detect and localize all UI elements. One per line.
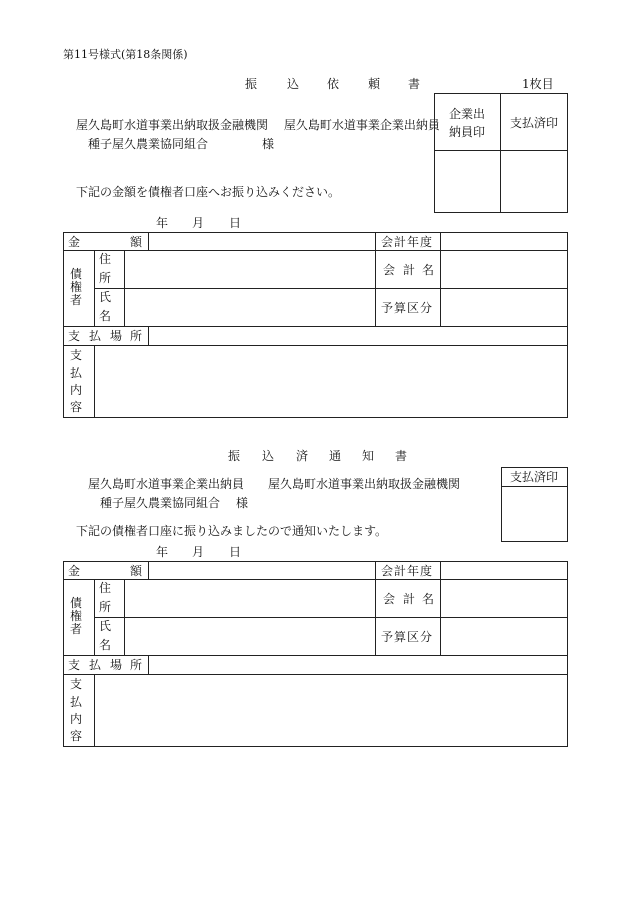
request-date-year: 年 (156, 216, 169, 230)
account-name-label: 名 (422, 592, 435, 606)
payment-content-label: 支 (69, 348, 82, 362)
account-name-label: 名 (422, 263, 435, 277)
request-addressee-line1: 屋久島町水道事業出納取扱金融機関 屋久島町水道事業企業出納員 (76, 118, 440, 132)
payment-place-label: 支 (68, 658, 81, 672)
notice-date-month: 月 (192, 545, 205, 559)
payment-content-label: 内 (69, 383, 82, 397)
request-title-char: 振 (245, 77, 258, 91)
payment-content-label: 容 (69, 400, 82, 414)
amount-label: 金 (68, 235, 81, 249)
notice-title-char: 知 (362, 449, 375, 463)
notice-title-char: 済 (296, 449, 309, 463)
request-title-char: 書 (408, 77, 421, 91)
budget-label: 予算区分 (381, 630, 434, 644)
fiscal-year-label: 会計年度 (381, 564, 434, 578)
payment-place-label: 払 (89, 658, 102, 672)
payment-place-label: 所 (130, 329, 143, 343)
creditor-label: 権 (69, 609, 82, 623)
name-label: 氏 (98, 290, 111, 304)
address-label: 所 (98, 271, 111, 285)
address-label: 住 (98, 252, 111, 266)
name-label: 名 (98, 638, 111, 652)
creditor-label: 者 (69, 622, 82, 636)
notice-title-char: 込 (262, 449, 275, 463)
payment-content-label: 払 (69, 366, 82, 380)
request-date-month: 月 (192, 216, 205, 230)
amount-label: 金 (68, 564, 81, 578)
notice-title-char: 通 (329, 449, 342, 463)
request-honorific: 様 (262, 137, 275, 151)
staff-seal-label: 納員印 (449, 125, 486, 139)
form-number: 第11号様式(第18条関係) (63, 48, 188, 61)
staff-seal-label: 企業出 (449, 107, 486, 121)
notice-addressee-line1: 屋久島町水道事業企業出納員 屋久島町水道事業出納取扱金融機関 (88, 477, 461, 491)
creditor-label: 債 (69, 267, 82, 281)
address-label: 住 (98, 581, 111, 595)
notice-date-year: 年 (156, 545, 169, 559)
creditor-label: 権 (69, 280, 82, 294)
notice-message: 下記の債権者口座に振り込みましたので通知いたします。 (76, 524, 388, 538)
payment-content-label: 容 (69, 729, 82, 743)
paid-stamp-label: 支払済印 (510, 116, 559, 130)
page-count: 1枚目 (522, 77, 554, 91)
creditor-label: 債 (69, 596, 82, 610)
payment-place-label: 場 (110, 658, 123, 672)
request-title-char: 込 (287, 77, 300, 91)
account-name-label: 計 (403, 592, 416, 606)
amount-label: 額 (130, 564, 143, 578)
notice-date-day: 日 (229, 545, 242, 559)
payment-place-label: 場 (110, 329, 123, 343)
amount-label: 額 (130, 235, 143, 249)
account-name-label: 計 (403, 263, 416, 277)
paid-stamp-label: 支払済印 (510, 470, 559, 484)
address-label: 所 (98, 600, 111, 614)
fiscal-year-label: 会計年度 (381, 235, 434, 249)
name-label: 名 (98, 309, 111, 323)
account-name-label: 会 (383, 592, 396, 606)
request-date-day: 日 (229, 216, 242, 230)
payment-place-label: 払 (89, 329, 102, 343)
name-label: 氏 (98, 619, 111, 633)
notice-honorific: 様 (236, 496, 249, 510)
account-name-label: 会 (383, 263, 396, 277)
creditor-label: 者 (69, 293, 82, 307)
notice-addressee-line2: 種子屋久農業協同組合 (100, 496, 221, 510)
notice-title-char: 振 (228, 449, 241, 463)
notice-title-char: 書 (395, 449, 408, 463)
budget-label: 予算区分 (381, 301, 434, 315)
payment-place-label: 支 (68, 329, 81, 343)
payment-content-label: 支 (69, 677, 82, 691)
request-message: 下記の金額を債権者口座へお振り込みください。 (76, 185, 341, 199)
payment-place-label: 所 (130, 658, 143, 672)
request-title-char: 依 (327, 77, 340, 91)
payment-content-label: 払 (69, 695, 82, 709)
payment-content-label: 内 (69, 712, 82, 726)
request-title-char: 頼 (368, 77, 381, 91)
request-addressee-line2: 種子屋久農業協同組合 (88, 137, 209, 151)
